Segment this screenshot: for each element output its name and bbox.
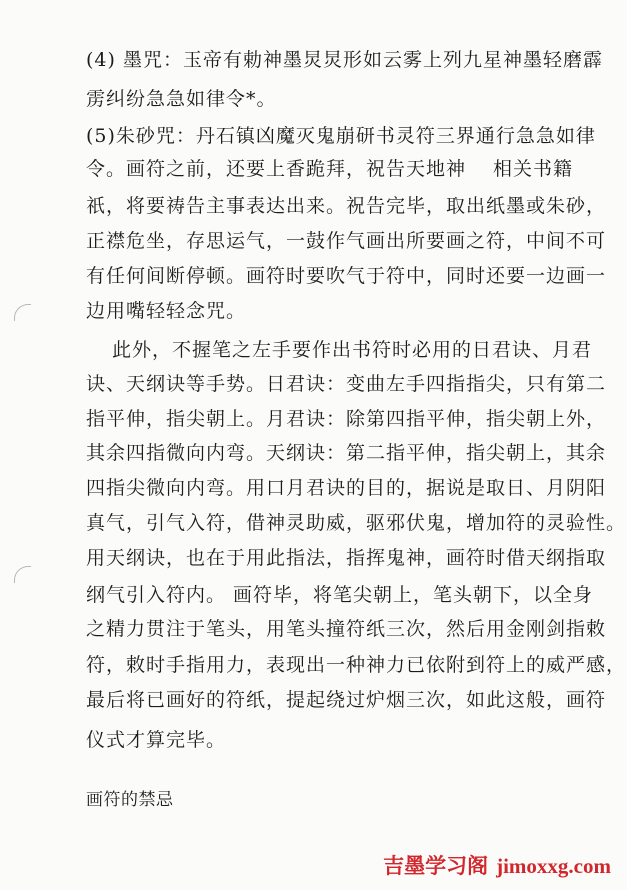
text-line: 之精力贯注于笔头，用笔头撞符纸三次，然后用金刚剑指敕 <box>86 618 607 640</box>
text-line: 诀、天纲诀等手势。日君诀：变曲左手四指指尖，只有第二 <box>86 373 607 395</box>
text-line: 边用嘴轻轻念咒。 <box>86 300 247 322</box>
text-line: 用天纲诀，也在于用此指法，指挥鬼神，画符时借天纲指取 <box>86 547 607 569</box>
site-watermark <box>383 850 611 880</box>
text-line: 其余四指微向内弯。天纲诀：第二指平伸，指尖朝上，其余 <box>86 442 607 464</box>
text-line: 令。画符之前，还要上香跪拜，祝告天地神 相关书籍 <box>86 158 574 180</box>
text-line: 四指尖微向内弯。用口月君诀的目的，据说是取日、月阴阳 <box>86 477 607 499</box>
binding-hole-mark <box>14 304 31 321</box>
text-line: (4) 墨咒：玉帝有勅神墨炅炅形如云雾上列九星神墨轻磨霹 <box>86 49 603 71</box>
text-line: 仪式才算完毕。 <box>86 729 227 751</box>
text-line: 有任何间断停顿。画符时要吹气于符中，同时还要一边画一 <box>86 265 607 287</box>
text-line: 指平伸，指尖朝上。月君诀：除第四指平伸，指尖朝上外， <box>86 408 607 430</box>
watermark-domain: jimoxxg.com <box>496 854 611 878</box>
text-line: 雳纠纷急急如律令*。 <box>86 88 277 110</box>
text-line: 纲气引入符内。 画符毕，将笔尖朝上，笔头朝下，以全身 <box>86 584 594 606</box>
text-line: 正襟危坐，存思运气，一鼓作气画出所要画之符，中间不可 <box>86 230 607 252</box>
text-line: 真气，引气入符，借神灵助威，驱邪伏鬼，增加符的灵验性。 <box>86 512 627 534</box>
text-line: 此外，不握笔之左手要作出书符时必用的日君诀、月君 <box>112 339 593 361</box>
section-heading: 画符的禁忌 <box>86 790 174 810</box>
binding-hole-mark <box>14 566 31 583</box>
text-line: 祇，将要祷告主事表达出来。祝告完毕，取出纸墨或朱砂， <box>86 195 607 217</box>
text-line: 最后将已画好的符纸，提起绕过炉烟三次，如此这般，画符 <box>86 689 607 711</box>
text-line: 符，敕时手指用力，表现出一种神力已依附到符上的威严感， <box>86 654 627 676</box>
text-line: (5)朱砂咒：丹石镇凶魔灭鬼崩研书灵符三界通行急急如律 <box>86 125 596 147</box>
watermark-site-name: 吉墨学习阁 <box>383 854 489 878</box>
